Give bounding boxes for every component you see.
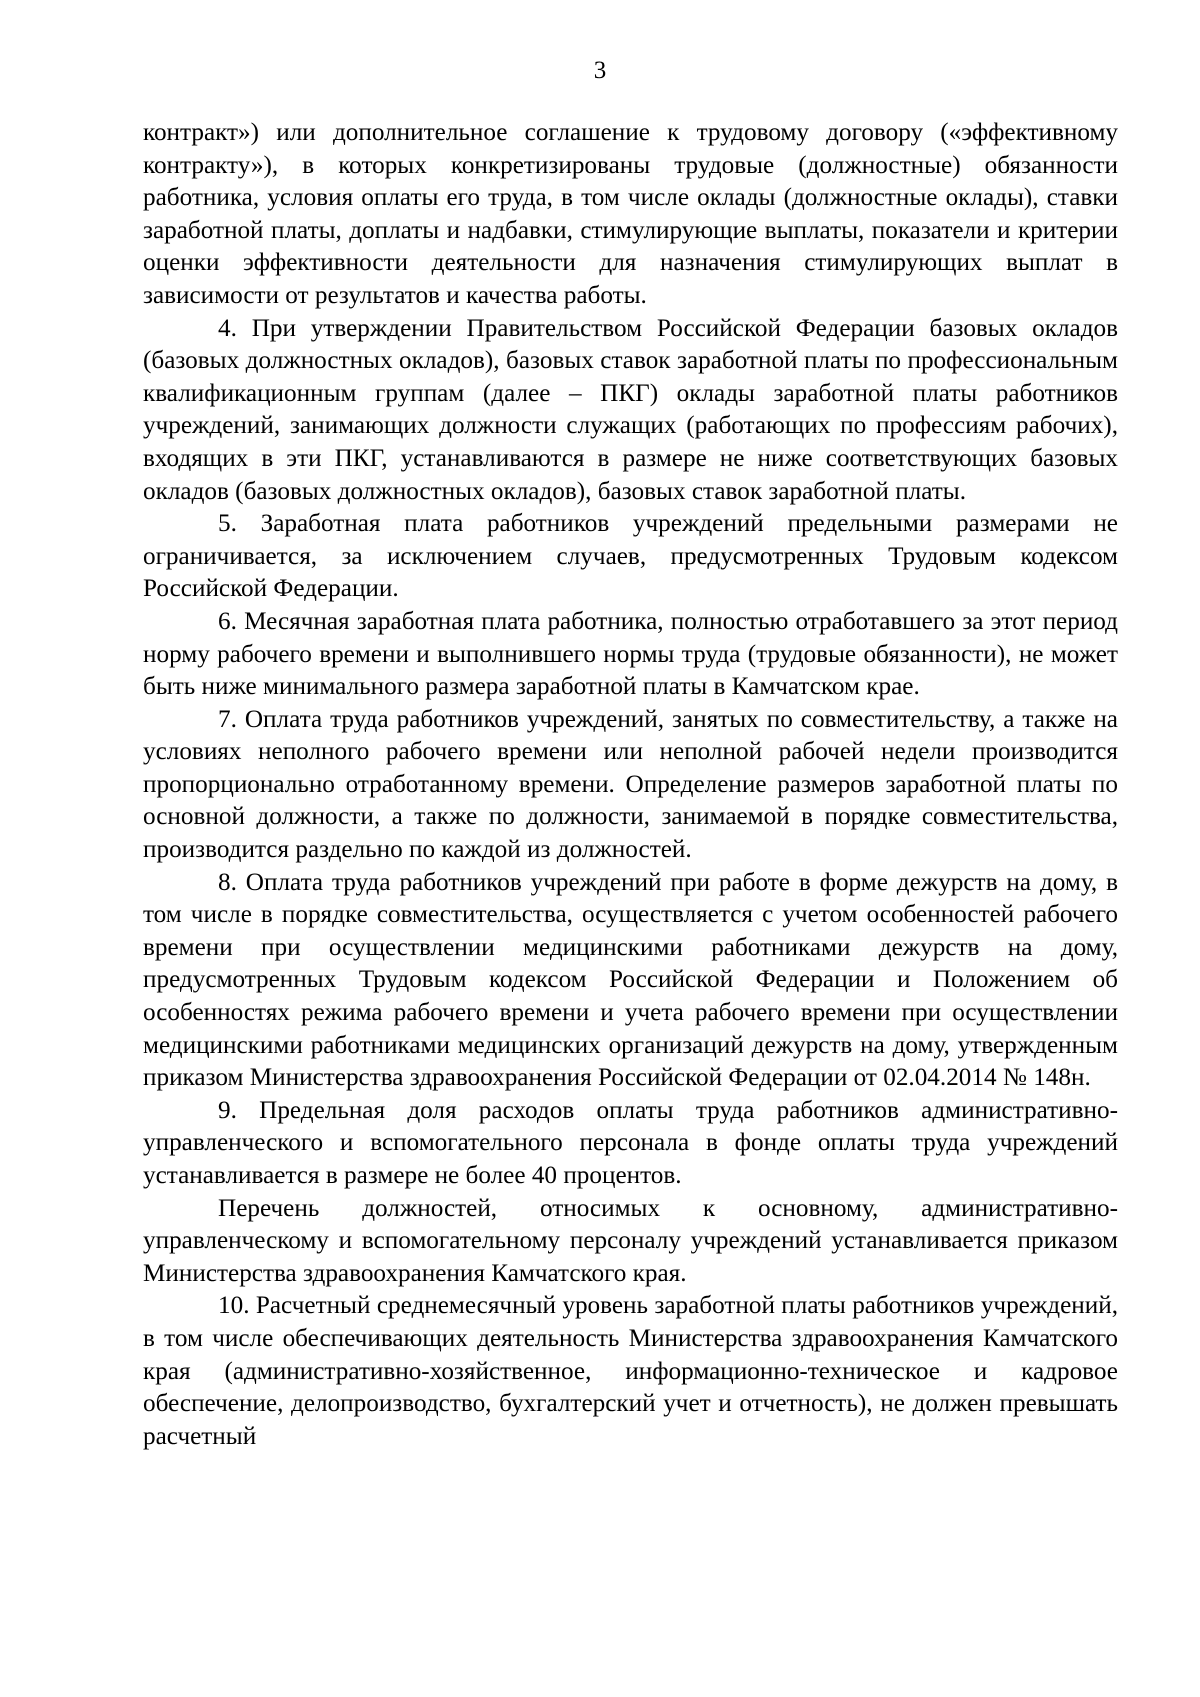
paragraph-8: 8. Оплата труда работников учреждений при работе в форме дежурств на дому, в том числе в порядке совместительства, осуществляется с учетом особенностей рабочего времени при осуществлении медицинскими работниками дежурств на дому, предусмотренных Трудовым кодексом Российской Федерации и Положением об особенностях режима рабочего времени и учета рабочего времени при осуществлении медицинскими работниками медицинских организаций дежурств на дому, утвержденным приказом Министерства здравоохранения Российской Федерации от 02.04.2014 № 148н. [143, 868, 1118, 1092]
paragraph-6: 6. Месячная заработная плата работника, полностью отработавшего за этот период норму рабочего времени и выполнившего нормы труда (трудовые обязанности), не может быть ниже минимального размера заработной платы в Камчатском крае. [143, 607, 1118, 701]
paragraph-10: 10. Расчетный среднемесячный уровень заработной платы работников учреждений, в том числе обеспечивающих деятельность Министерства здравоохранения Камчатского края (административно-хозяйственное, информационно-техническое и кадровое обеспечение, делопроизводство, бухгалтерский учет и отчетность), не должен превышать расчетный [143, 1292, 1118, 1450]
paragraph-9: 9. Предельная доля расходов оплаты труда работников административно-управленческого и вспомогательного персонала в фонде оплаты труда учреждений устанавливается в размере не более 40 процентов. [143, 1096, 1118, 1189]
paragraph-7: 7. Оплата труда работников учреждений, занятых по совместительству, а также на условиях неполного рабочего времени или неполной рабочей недели производится пропорционально отработанному времени. Определение размеров заработной платы по основной должности, а также по должности, занимаемой в порядке совместительства, производится раздельно по каждой из должностей. [143, 705, 1118, 864]
paragraph-3-continuation: контракт») или дополнительное соглашение к трудовому договору («эффективному контракту»), в которых конкретизированы трудовые (должностные) обязанности работника, условия оплаты его труда, в том числе оклады (должностные оклады), ставки заработной платы, доплаты и надбавки, стимулирующие выплаты, показатели и критерии оценки эффективности деятельности для назначения стимулирующих выплат в зависимости от результатов и качества работы. [143, 119, 1118, 309]
paragraph-4: 4. При утверждении Правительством Российской Федерации базовых окладов (базовых должностных окладов), базовых ставок заработной платы по профессиональным квалификационным группам (далее – ПКГ) оклады заработной платы работников учреждений, занимающих должности служащих (работающих по профессиям рабочих), входящих в эти ПКГ, устанавливаются в размере не ниже соответствующих базовых окладов (базовых должностных окладов), базовых ставок заработной платы. [143, 314, 1118, 505]
paragraph-9-staff-list: Перечень должностей, относимых к основному, административно-управленческому и вспомогательному персоналу учреждений устанавливается приказом Министерства здравоохранения Камчатского края. [143, 1194, 1118, 1287]
document-body [143, 117, 1118, 1453]
paragraph-5: 5. Заработная плата работников учреждений предельными размерами не ограничивается, за исключением случаев, предусмотренных Трудовым кодексом Российской Федерации. [143, 510, 1118, 603]
page-number: 3 [593, 57, 607, 84]
